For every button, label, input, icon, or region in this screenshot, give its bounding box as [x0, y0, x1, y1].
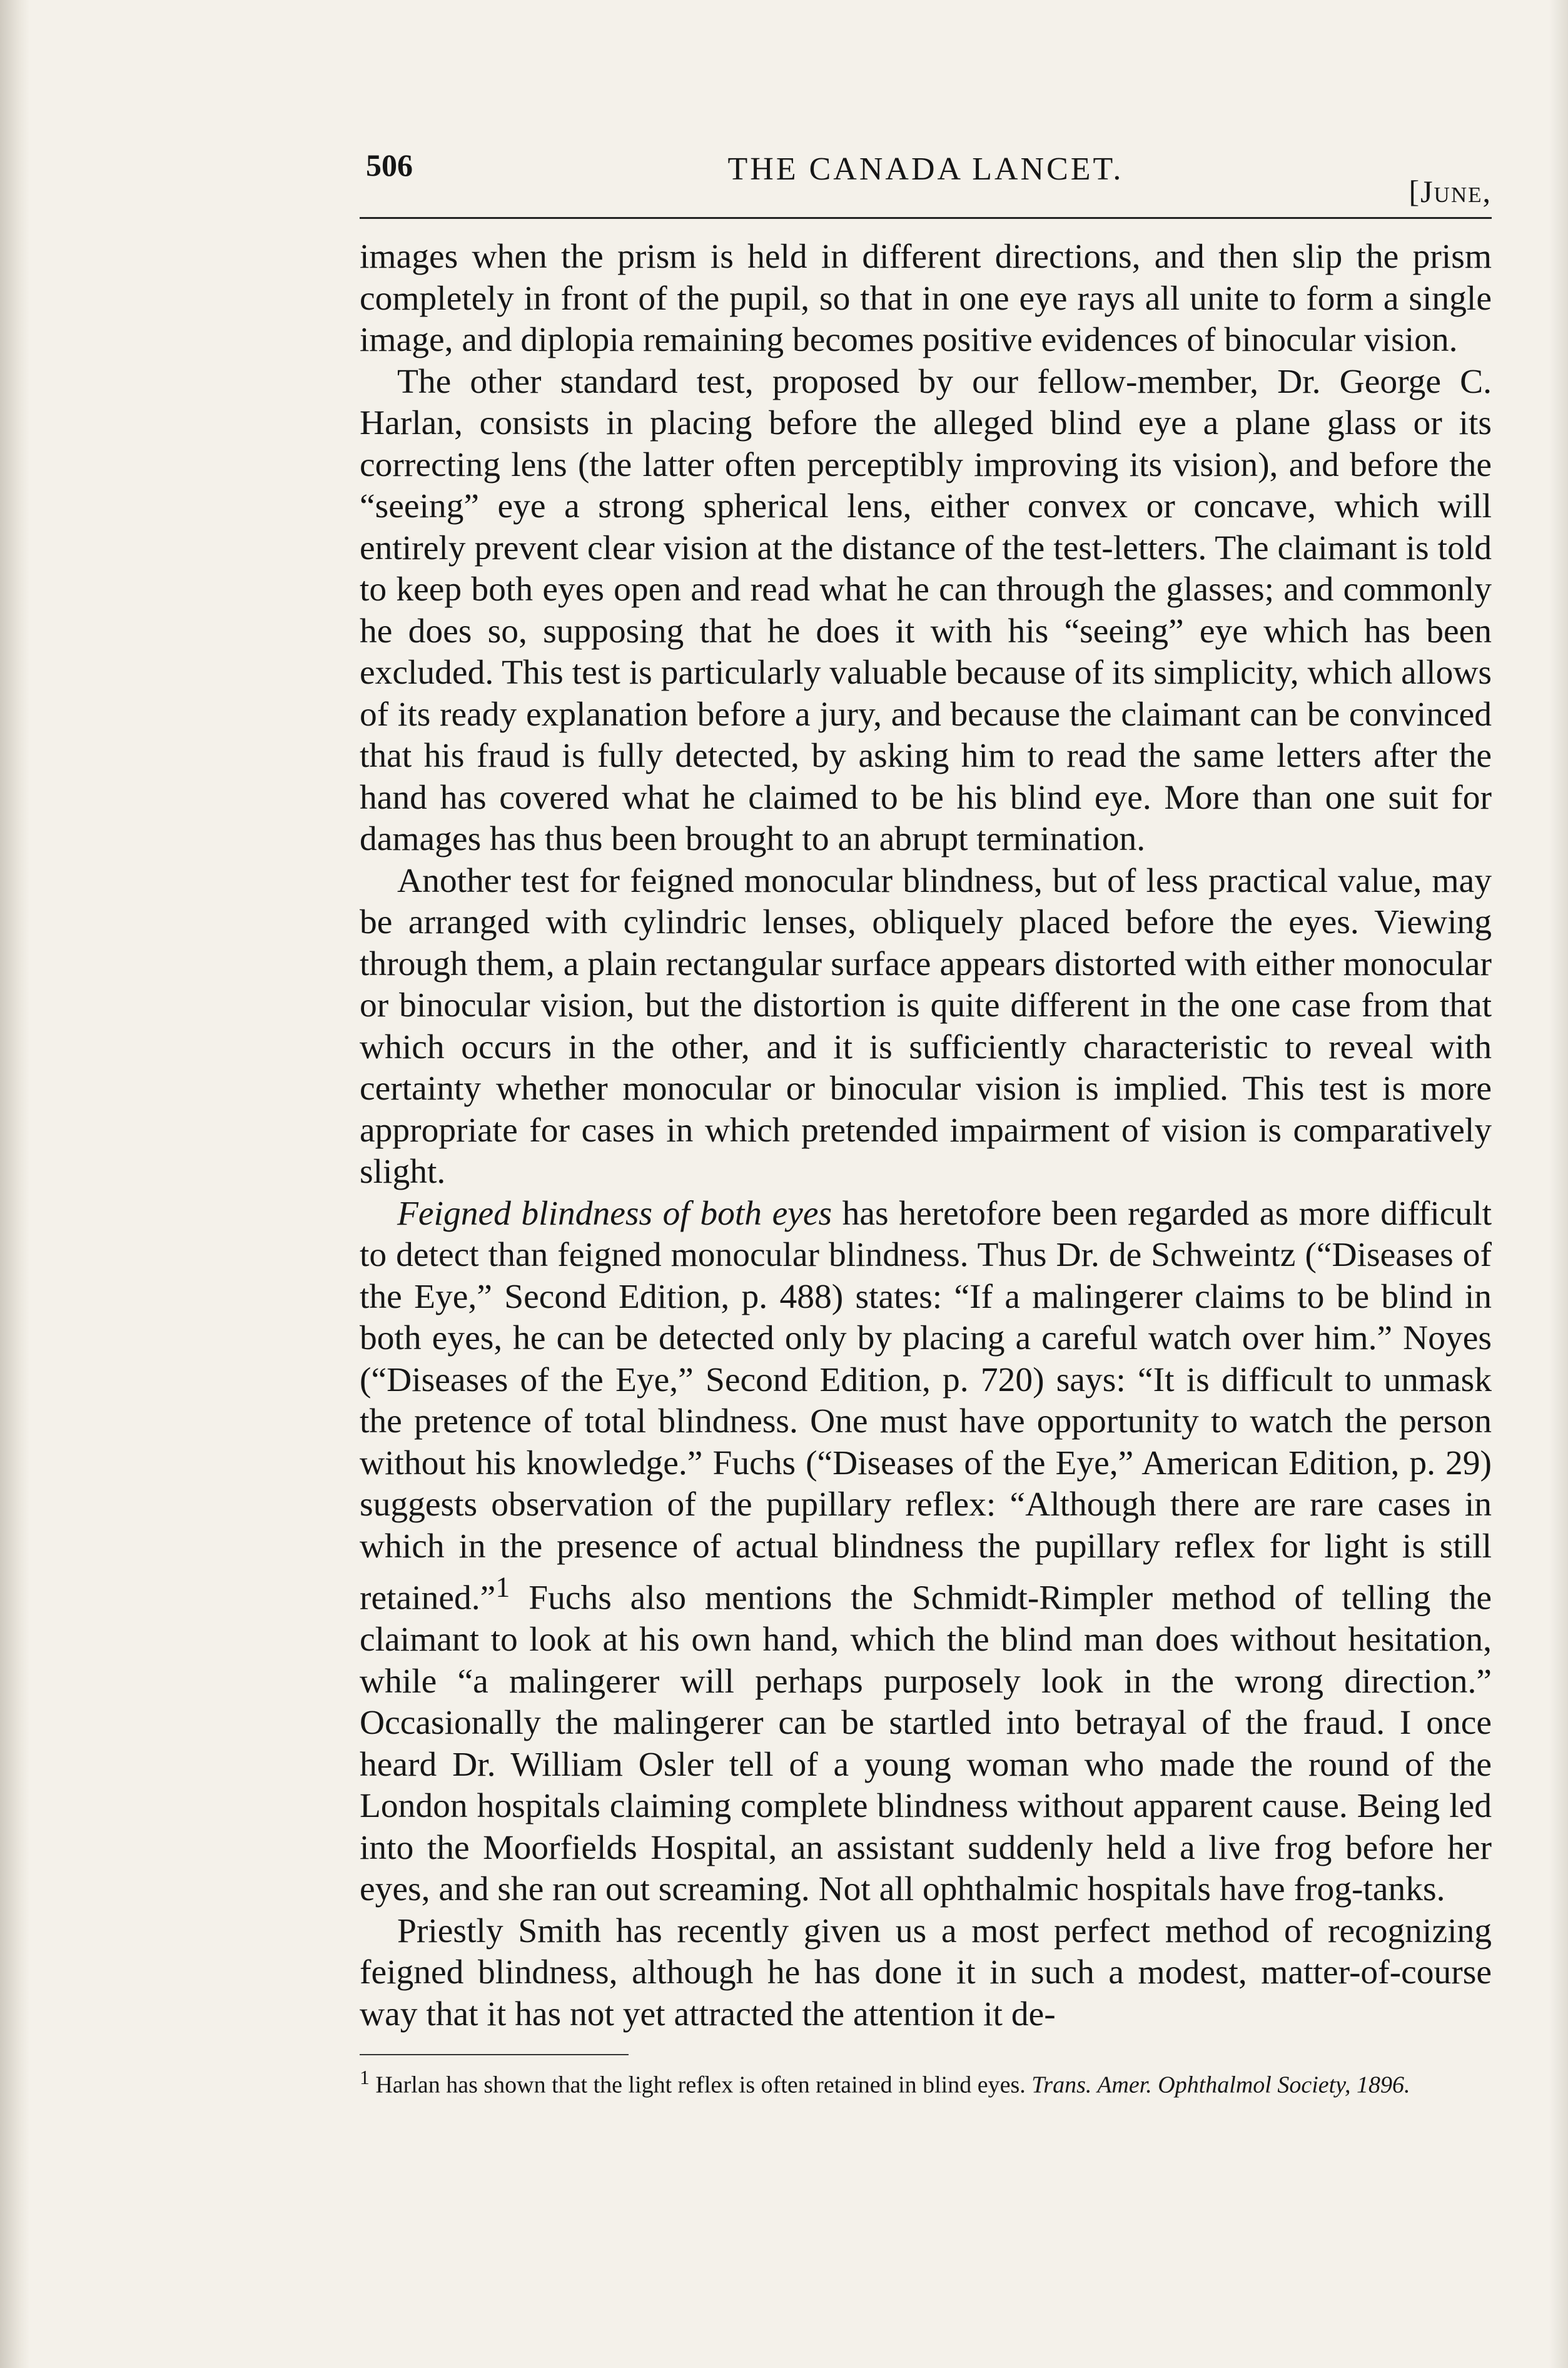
- paragraph-2: The other standard test, proposed by our fellow-member, Dr. George C. Harlan, consists in placing before the alleged blind eye a plane glass or its correcting lens (the latter often perceptibly improving its vision), and before the “seeing” eye a strong spherical lens, either convex or concave, which will entirely prevent clear vision at the distance of the test-letters. The claimant is told to keep both eyes open and read what he can through the glasses; and commonly he does so, supposing that he does it with his “seeing” eye which has been excluded. This test is particularly valuable because of its simplicity, which allows of its ready explanation before a jury, and because the claimant can be convinced that his fraud is fully detected, by asking him to read the same letters after the hand has covered what he claimed to be his blind eye. More than one suit for damages has thus been brought to an abrupt termination.: [360, 362, 1492, 858]
- header-rule: [360, 217, 1492, 219]
- footnote-marker: 1: [360, 2067, 370, 2088]
- paragraph-5: Priestly Smith has recently given us a most perfect method of recognizing feigned blindness, although he has done it in such a modest, matter-of-course way that it has not yet attracted the attention it de-: [360, 1911, 1492, 2033]
- running-head: [360, 134, 1492, 209]
- paragraph-1: images when the prism is held in different directions, and then slip the prism completely in front of the pupil, so that in one eye rays all unite to form a single image, and diplopia remaining becomes positive evidences of binocular vision.: [360, 238, 1492, 359]
- paragraph-3: Another test for feigned monocular blindness, but of less practical value, may be arranged with cylindric lenses, obliquely placed before the eyes. Viewing through them, a plain rectangular surface appears distorted with either monocular or binocular vision, but the distortion is quite different in the one case from that which occurs in the other, and it is sufficiently characteristic to reveal with certainty whether monocular or binocular vision is implied. This test is more appropriate for cases in which pretended impairment of vision is comparatively slight.: [360, 861, 1492, 1191]
- page-number: 506: [366, 148, 413, 183]
- footnote-text: Harlan has shown that the light reflex is often retained in blind eyes.: [369, 2072, 1026, 2098]
- scan-binding-edge: [0, 0, 30, 2368]
- footnote: [360, 2063, 1492, 2100]
- issue-month: [June,: [1409, 174, 1492, 209]
- journal-page: [360, 134, 1492, 2100]
- footnote-reference: 1: [495, 1572, 510, 1604]
- footnote-source: Trans. Amer. Ophthalmol Society, 1896.: [1031, 2072, 1410, 2098]
- paragraph-4-text: has heretofore been regarded as more difficult to detect than feigned monocular blindness. Thus Dr. de Schweintz (“Diseases of the Eye,” Second Edition, p. 488) states: “If a malingerer claims to be blind in both eyes, he can be detected only by placing a careful watch over him.” Noyes (“Diseases of the Eye,” Second Edition, p. 720) says: “It is difficult to unmask the pretence of total blindness. One must have opportunity to watch the person without his knowledge.” Fuchs (“Diseases of the Eye,” American Edition, p. 29) suggests observation of the pupillary reflex: “Although there are rare cases in which in the presence of actual blindness the pupillary reflex for light is still retained.”: [360, 1194, 1492, 1617]
- footnote-rule: [360, 2054, 629, 2055]
- paragraph-4-text-continued: Fuchs also mentions the Schmidt-Rimpler method of telling the claimant to look at his own hand, which the blind man does without hesitation, while “a malingerer will perhaps purposely look in the wrong direction.” Occasionally the malingerer can be startled into betrayal of the fraud. I once heard Dr. William Osler tell of a young woman who made the round of the London hospitals claiming complete blindness without apparent cause. Being led into the Moorfields Hospital, an assistant suddenly held a live frog before her eyes, and she ran out screaming. Not all ophthalmic hospitals have frog-tanks.: [360, 1579, 1492, 1908]
- journal-title: THE CANADA LANCET.: [727, 151, 1124, 187]
- paragraph-4: [360, 1193, 1492, 1911]
- article-body: [360, 236, 1492, 2035]
- italic-phrase: Feigned blindness of both eyes: [397, 1194, 832, 1233]
- scan-right-edge: [1549, 0, 1568, 2368]
